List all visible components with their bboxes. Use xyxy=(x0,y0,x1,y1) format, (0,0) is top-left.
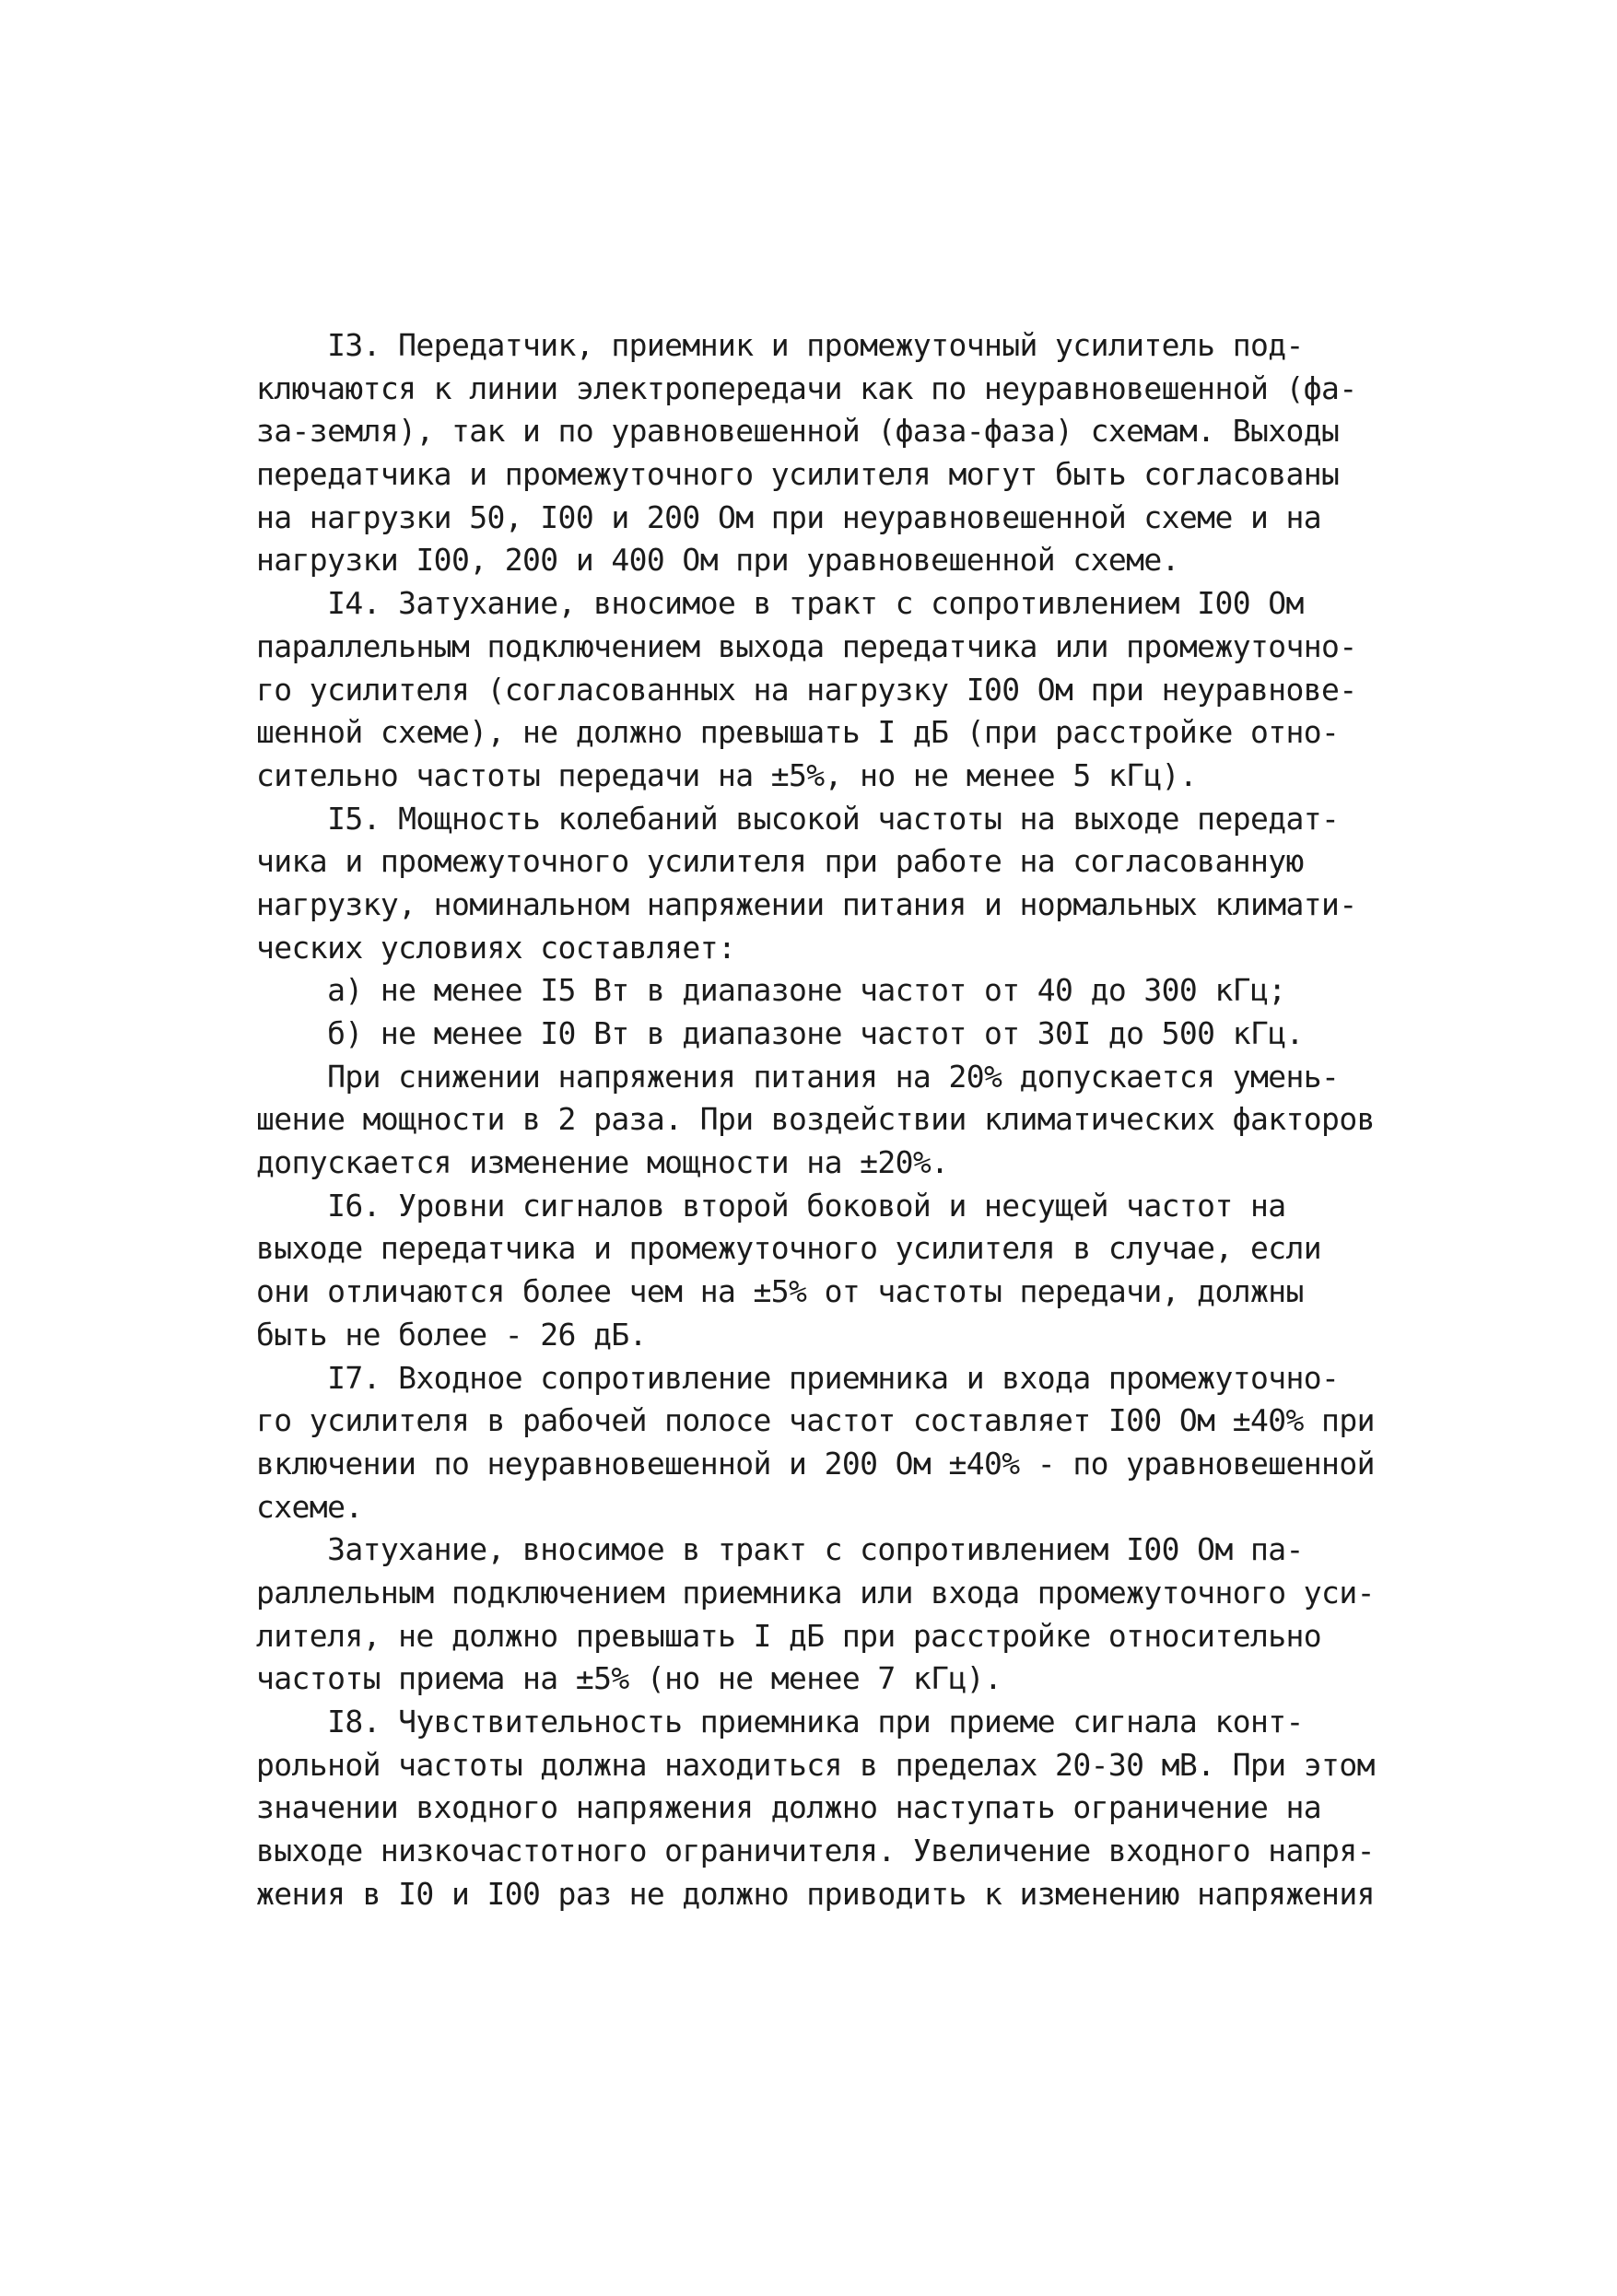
text-line: нагрузки I00, 200 и 400 Ом при уравновешенной схеме. xyxy=(256,542,1179,579)
text-line: значении входного напряжения должно наступать ограничение на xyxy=(256,1789,1322,1826)
text-line: ключаются к линии электропередачи как по неуравновешенной (фа- xyxy=(256,369,1357,406)
text-line: выходе передатчика и промежуточного усилителя в случае, если xyxy=(256,1230,1322,1267)
text-line: ческих условиях составляет: xyxy=(256,929,736,966)
text-line: Затухание, вносимое в тракт с сопротивлением I00 Ом па- xyxy=(256,1531,1304,1568)
text-line: сительно частоты передачи на ±5%, но не менее 5 кГц). xyxy=(256,756,1198,793)
text-line: а) не менее I5 Вт в диапазоне частот от 40 до 300 кГц; xyxy=(256,972,1286,1009)
text-line: чика и промежуточного усилителя при работе на согласованную xyxy=(256,843,1304,880)
text-line: I4. Затухание, вносимое в тракт с сопротивлением I00 Ом xyxy=(256,585,1304,622)
text-line: шение мощности в 2 раза. При воздействии климатических факторов xyxy=(256,1101,1375,1138)
body-text xyxy=(256,324,1389,1915)
text-line: нагрузку, номинальном напряжении питания и нормальных климати- xyxy=(256,885,1357,922)
text-line: передатчика и промежуточного усилителя могут быть согласованы xyxy=(256,456,1340,493)
text-line: выходе низкочастотного ограничителя. Увеличение входного напря- xyxy=(256,1833,1375,1869)
text-line: го усилителя в рабочей полосе частот составляет I00 Ом ±40% при xyxy=(256,1402,1375,1439)
text-line: При снижении напряжения питания на 20% допускается умень- xyxy=(256,1058,1340,1095)
text-line: рольной частоты должна находиться в пределах 20-30 мВ. При этом xyxy=(256,1746,1375,1783)
text-line: I8. Чувствительность приемника при приеме сигнала конт- xyxy=(256,1704,1304,1740)
text-line: за-земля), так и по уравновешенной (фаза-фаза) схемам. Выходы xyxy=(256,413,1340,450)
text-line: I3. Передатчик, приемник и промежуточный усилитель под- xyxy=(256,327,1304,363)
text-line: б) не менее I0 Вт в диапазоне частот от 30I до 500 кГц. xyxy=(256,1015,1304,1051)
text-line: допускается изменение мощности на ±20%. xyxy=(256,1144,949,1181)
text-line: частоты приема на ±5% (но не менее 7 кГц). xyxy=(256,1660,1002,1697)
text-line: шенной схеме), не должно превышать I дБ (при расстройке отно- xyxy=(256,714,1340,751)
text-line: они отличаются более чем на ±5% от частоты передачи, должны xyxy=(256,1273,1304,1310)
text-line: включении по неуравновешенной и 200 Ом ±40% - по уравновешенной xyxy=(256,1445,1375,1482)
text-line: I7. Входное сопротивление приемника и входа промежуточно- xyxy=(256,1359,1340,1396)
text-line: раллельным подключением приемника или входа промежуточного уси- xyxy=(256,1574,1375,1611)
text-line: I6. Уровни сигналов второй боковой и несущей частот на xyxy=(256,1187,1286,1224)
text-line: I5. Мощность колебаний высокой частоты на выходе передат- xyxy=(256,800,1340,837)
text-line: лителя, не должно превышать I дБ при расстройке относительно xyxy=(256,1617,1322,1654)
text-line: быть не более - 26 дБ. xyxy=(256,1316,647,1353)
text-line: параллельным подключением выхода передатчика или промежуточно- xyxy=(256,627,1357,664)
text-line: жения в I0 и I00 раз не должно приводить к изменению напряжения xyxy=(256,1875,1375,1912)
text-line: го усилителя (согласованных на нагрузку I00 Ом при неуравнове- xyxy=(256,671,1357,708)
text-line: схеме. xyxy=(256,1488,363,1525)
text-line: на нагрузки 50, I00 и 200 Ом при неуравновешенной схеме и на xyxy=(256,498,1322,535)
